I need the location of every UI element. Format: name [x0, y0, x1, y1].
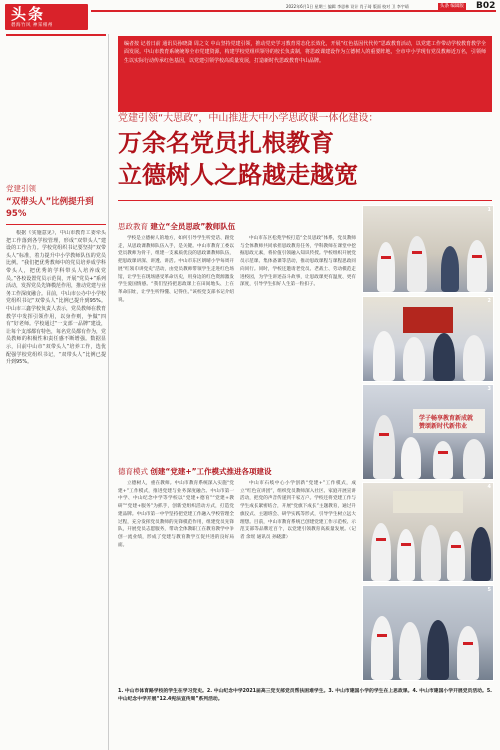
- headline-line-1: 万余名党员扎根教育: [118, 129, 334, 157]
- photo-number: 1: [487, 207, 491, 213]
- photo-number: 3: [487, 386, 491, 392]
- section-label: 德育模式: [118, 467, 148, 476]
- column-divider: [108, 34, 109, 750]
- news-photo: [362, 482, 494, 582]
- left-column-kicker: 党建引领: [6, 184, 36, 193]
- headline-kicker: 党建引领“大思政”，中山推进大中小学思政课一体化建设：: [118, 113, 379, 124]
- article-text: 立德树人，重在教师。中山市教育系统深入实施“党建+”工作模式，推进党建与业务深度融合。中山市第一中学、中山纪念中学等学校以“党建+德育”“党建+教研”“党建+服务”为抓手，创新党组织活动方式，打造党建品牌。中山市第一中学坚持把党建工作融入学校管理全过程，充分发挥党员教师的先锋模范作用，组建党员先锋队，开展党员志愿服务，带动全体教职工在教育教学中争创一流业绩，形成了党建与教育教学互促共进的良好局面。: [118, 481, 234, 548]
- news-photo: [362, 296, 494, 382]
- section-slogan: 碧海竹风 神采相州: [11, 23, 53, 28]
- left-column-body: 根据《实施意见》，中山市教育工委牵头把工作落到各学校管理，形成“双带头人”建设的工作合力。学校党组织书记要坚持“双带头人”标准，着力提升中小学教师队伍的党员比例。“我们把优秀教师中的党员培养成学科带头人，把优秀的学科带头人培养成党员。”各校设置党员示范岗，开展“党员+”系列活动，发挥党员先锋模范作用，推动党建与业务工作深度融合。目前，中山市公办中小学校党组织书记“双带头人”比例已提升到95%。中山市三鑫学校负责人表示，党员教师在教育教学中发挥引领作用，以身作则，争做“四有”好老师。学校通过“一支部一品牌”建设，让每个支部都有特色，每名党员都有作为，党员教师的积极性和责任感不断增强。数据显示，目前中山市“双带头人”培养工作，选优配强学校党组织书记，“双带头人”比例已提升到95%。: [6, 230, 106, 366]
- news-photo: [362, 585, 494, 681]
- photo-caption: 1. 中山市体育路学校的学生在学习党史。2. 中山纪念中学2021届高三党支部党员帮扶困难学生。3. 中山市建国小学的学生在上思政课。4. 中山市建国小学开展党员活动。5. 中山纪念中学开展“12.4宪法宣传周”系列活动。: [118, 689, 492, 702]
- masthead: [0, 0, 500, 32]
- left-column-divider: [6, 224, 106, 225]
- left-column-title: “双带头人”比例提升到95%: [6, 197, 94, 219]
- news-photo: [362, 205, 494, 293]
- editor-tag: 头条 编辑版: [440, 4, 464, 9]
- section-label: 思政教育: [118, 222, 148, 231]
- left-column-rule: [6, 34, 106, 36]
- lead-paragraph: 编者按 记者日前 通讯员孙晓潇 周之文 中山坚持党建引领，推动党史学习教育常态化长效化，开展“红色基因代代传”思政教育活动，以党建工作带动学校教育教学全面发展。中山市教育系统统筹全市党建资源，构建学校党组织领导的校长负责制，将思政课建设作为立德树人的重要阵地，全市中小学现有党员教师近万名，引领师生以实际行动传承红色基因，以党建引领学校高质量发展，打造新时代思政教育中山品牌。: [118, 36, 492, 112]
- photo-number: 4: [487, 484, 491, 490]
- article-text: 中山市石岐中心小学创新“党建+”工作模式，成立“红色宣讲团”，组织党员教师深入社区、家庭开展宣讲活动，把党的声音传递到千家万户。学校还将党建工作与学生成长紧密结合，开展“党旗下成长”主题教育，通过升旗仪式、主题班会、研学实践等形式，引导学生树立远大理想。目前，中山市教育系统已创建党建工作示范校、示范支部等品牌近百个，以党建引领教育高质量发展。（记者 余瑶 通讯员 孙晓潇）: [240, 481, 356, 540]
- section-heading-2: [118, 467, 272, 477]
- photo-banner: 学子畅享教育新成就 赞颂新时代新伟业: [419, 415, 474, 430]
- section-title: 建立“全员思政”教师队伍: [150, 222, 236, 231]
- photo-number: 5: [487, 587, 491, 593]
- section-title: 头条: [11, 5, 46, 23]
- section-logo: [5, 4, 88, 30]
- section-heading-1: [118, 222, 235, 232]
- article-text: 学校是立德树人的地方，如何引导学生听党话、跟党走，从思政课教师队伍入手，是关键。中山市教育工委以党员教师为骨干，组建一支素质优良的思政课教师队伍，把思政课讲深、讲透、讲活。中山市东区朗晴小学每周开展“红领巾讲党史”活动，由党员教师带领学生走进红色场馆，让学生在现场感受革命历史，用身边的红色资源激发学生爱国情感。“我们坚持把思政课上在田间地头、上在革命旧址，让学生听得懂、记得住。”该校党支部书记介绍说。: [118, 236, 234, 303]
- headline-line-2: 立德树人之路越走越宽: [118, 161, 358, 189]
- dateline: 2022年6月1日 星期三 编辑 李思林 设计 肖子琦 版面 校对 卫 李宇靖: [286, 4, 409, 9]
- left-column: [6, 34, 106, 750]
- page-number: B02: [476, 1, 496, 11]
- headline-rule: [118, 200, 492, 201]
- news-photo: [362, 384, 494, 480]
- masthead-rule: [91, 10, 496, 12]
- article-text: 中山市东区松苑学校打造“全员思政”体系，党员教师与全体教师共同承担思政教育任务，学科教师在课堂中挖掘思政元素，将价值引领融入知识传授。学校组织开展党员示范课、集体备课等活动，推动思政课程与课程思政同向同行。同时，学校还邀请老党员、老战士、劳动模范走进校园，为学生讲述奋斗故事，让思政课更有温度、更有深度，引导学生扣好人生第一粒扣子。: [240, 236, 356, 288]
- photo-number: 2: [487, 298, 491, 304]
- section-title: 创建“党建+”工作模式推进各项建设: [150, 467, 272, 476]
